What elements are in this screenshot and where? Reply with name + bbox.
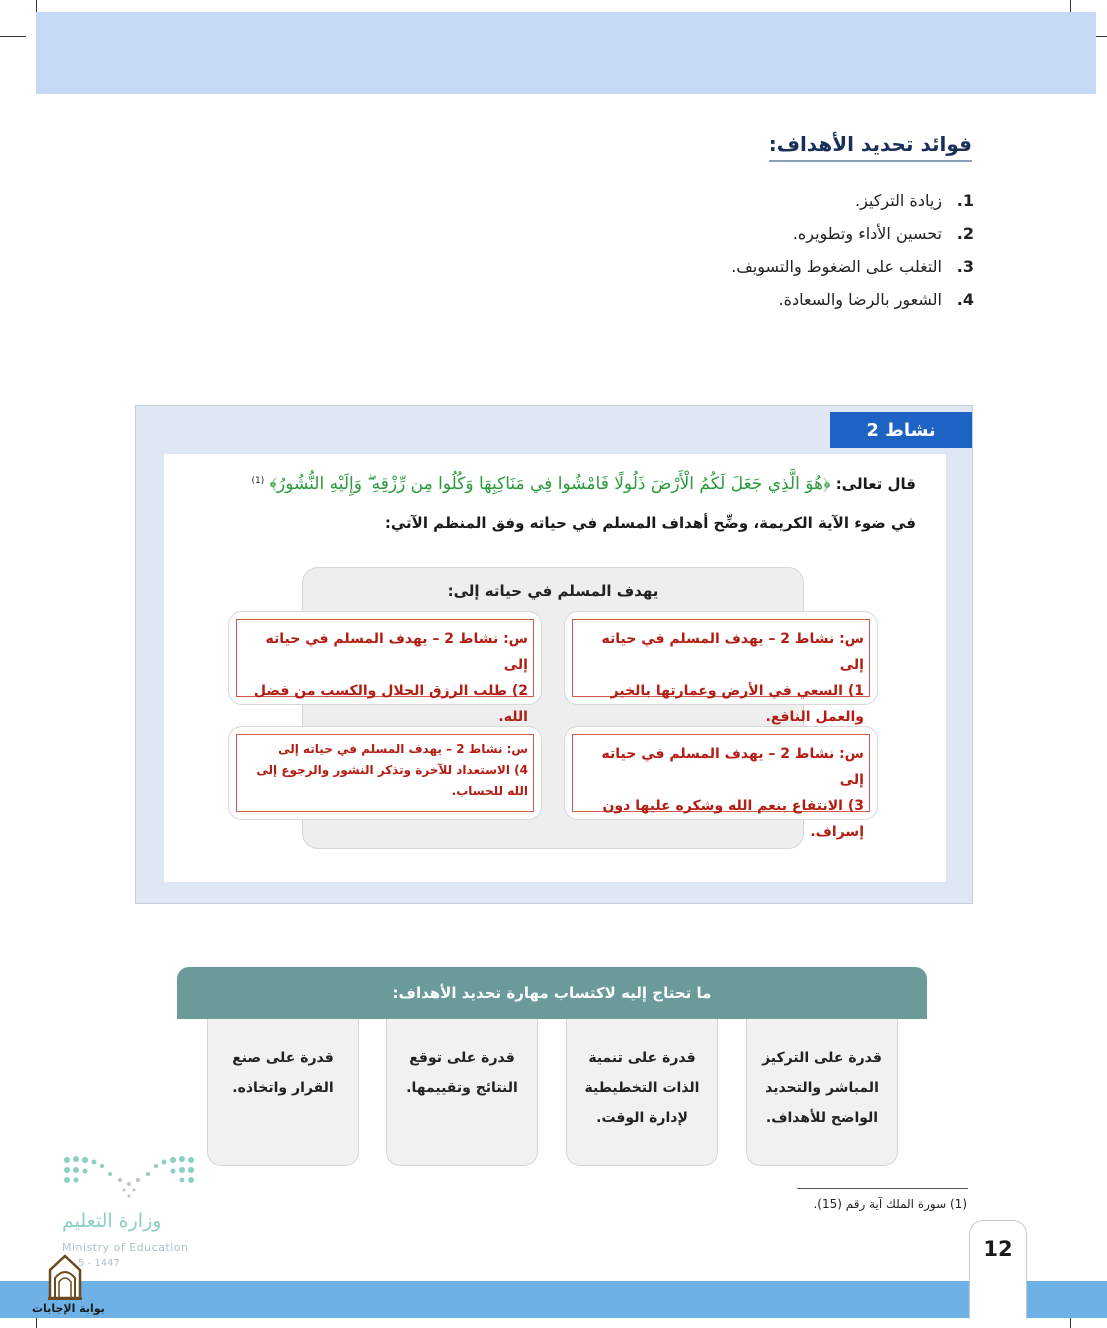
skill-card: قدرة على صنع القرار واتخاذه. [207, 1019, 359, 1166]
activity-tab: نشاط 2 [830, 412, 972, 448]
item-text: زيادة التركيز. [855, 191, 942, 210]
footnote-reference: (1) [251, 476, 265, 486]
answer-text: 3) الانتفاع بنعم الله وشكره عليها دون إسراف. [602, 798, 864, 840]
list-item [731, 184, 974, 217]
item-number: 1. [956, 191, 974, 210]
list-item [731, 283, 974, 316]
quran-verse: ﴿هُوَ الَّذِي جَعَلَ لَكُمُ الْأَرْضَ ذَلُولًا فَامْشُوا فِي مَنَاكِبِهَا وَكُلُوا مِن رِّزْقِهِ ۖ وَإِلَيْهِ النُّشُورُ﴾ [269, 474, 831, 494]
crop-mark [0, 36, 26, 37]
goal-card-3[interactable] [564, 726, 878, 840]
answer-field [236, 619, 534, 725]
header-band [36, 12, 1096, 94]
answer-question: س: نشاط 2 – يهدف المسلم في حياته إلى [601, 631, 864, 673]
activity-instruction: في ضوء الآية الكريمة، وضِّح أهداف المسلم في حياته وفق المنظم الآتي: [384, 514, 916, 532]
activity-content [164, 454, 946, 882]
skill-card: قدرة على التركيز المباشر والتحديد الواضح للأهداف. [746, 1019, 898, 1166]
item-number: 4. [956, 290, 974, 309]
portal-logo-icon [44, 1254, 86, 1302]
ministry-name-english: Ministry of Education [62, 1241, 189, 1254]
ministry-year: 5 - 1447 [78, 1258, 120, 1269]
portal-name: بوابة الإجابات [32, 1302, 105, 1315]
ministry-name-arabic: وزارة التعليم [62, 1210, 162, 1232]
list-item [731, 250, 974, 283]
answer-field [572, 619, 870, 725]
item-number: 3. [956, 257, 974, 276]
page-number-tab [969, 1220, 1027, 1319]
footnote-divider [797, 1188, 968, 1189]
answer-text: 4) الاستعداد للآخرة وتذكر النشور والرجوع إلى الله للحساب. [256, 763, 528, 798]
page-number: 12 [983, 1237, 1013, 1261]
list-item [731, 217, 974, 250]
skills-header: ما تحتاج إليه لاكتساب مهارة تحديد الأهداف: [177, 967, 927, 1019]
answer-field [572, 734, 870, 840]
benefits-list [731, 184, 974, 316]
item-text: تحسين الأداء وتطويره. [792, 224, 942, 243]
item-text: التغلب على الضغوط والتسويف. [731, 257, 942, 276]
ministry-logo-icon [62, 1154, 196, 1200]
benefits-title: فوائد تحديد الأهداف: [769, 132, 972, 162]
answer-question: س: نشاط 2 – يهدف المسلم في حياته إلى [265, 631, 528, 673]
skill-card: قدرة على تنمية الذات التخطيطية لإدارة الوقت. [566, 1019, 718, 1166]
verse-line [196, 474, 916, 494]
answer-field [236, 734, 534, 812]
goal-card-4[interactable] [228, 726, 542, 820]
footer-band [0, 1281, 1107, 1318]
answer-text: 1) السعي في الأرض وعمارتها بالخير والعمل النافع. [610, 683, 864, 725]
item-number: 2. [956, 224, 974, 243]
skill-card: قدرة على توقع النتائج وتقييمها. [386, 1019, 538, 1166]
goal-card-1[interactable] [564, 611, 878, 725]
goal-card-2[interactable] [228, 611, 542, 725]
answer-question: س: نشاط 2 – يهدف المسلم في حياته إلى [278, 742, 528, 756]
footnote: (1) سورة الملك آية رقم (15). [813, 1197, 967, 1211]
item-text: الشعور بالرضا والسعادة. [778, 290, 942, 309]
answer-question: س: نشاط 2 – يهدف المسلم في حياته إلى [601, 746, 864, 788]
activity-frame [135, 405, 973, 904]
answer-text: 2) طلب الرزق الحلال والكسب من فضل الله. [253, 683, 528, 725]
organizer-title: يهدف المسلم في حياته إلى: [447, 582, 659, 600]
verse-intro: قال تعالى: [835, 475, 916, 493]
